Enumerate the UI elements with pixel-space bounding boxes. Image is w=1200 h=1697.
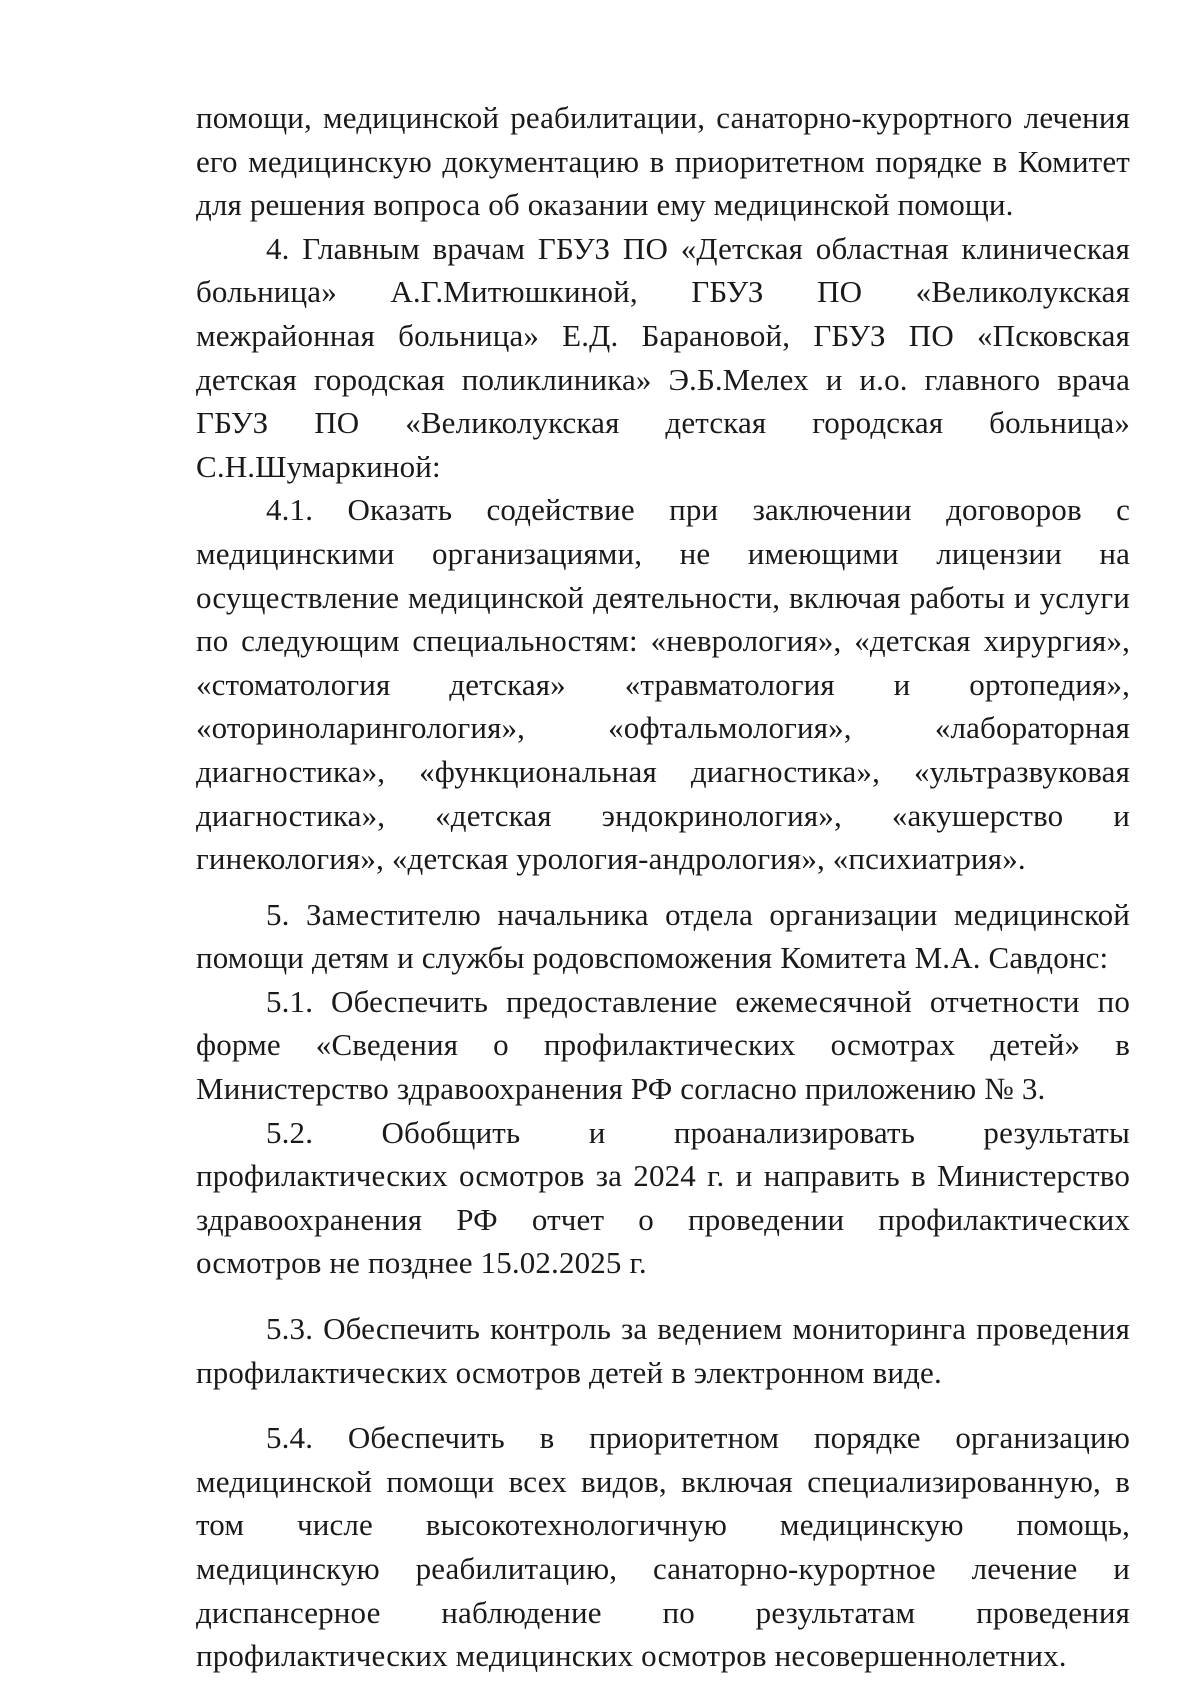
paragraph-item-5: 5. Заместителю начальника отдела организации медицинской помощи детям и службы родовспоможения Комитета М.А. Савдонс: [196,896,1130,976]
paragraph-item-4: 4. Главным врачам ГБУЗ ПО «Детская областная клиническая больница» А.Г.Митюшкиной, ГБУЗ ПО «Великолукская межрайонная больница» Е.Д. Барановой, ГБУЗ ПО «Псковская детская городская поликлиника» Э.Б.Мелех и и.о. главного врача ГБУЗ ПО «Великолукская детская городская больница» С.Н.Шумаркиной: [196,230,1130,484]
paragraph-continuation: помощи, медицинской реабилитации, санаторно-курортного лечения его медицинскую документацию в приоритетном порядке в Комитет для решения вопроса об оказании ему медицинской помощи. [196,100,1130,223]
paragraph-item-5-1: 5.1. Обеспечить предоставление ежемесячной отчетности по форме «Сведения о профилактических осмотрах детей» в Министерство здравоохранения РФ согласно приложению № 3. [196,983,1130,1107]
paragraph-item-5-4: 5.4. Обеспечить в приоритетном порядке организацию медицинской помощи всех видов, включая специализированную, в том числе высокотехнологичную медицинскую помощь, медицинскую реабилитацию, санаторно-курортное лечение и диспансерное наблюдение по результатам проведения профилактических медицинских осмотров несовершеннолетних. [196,1420,1130,1674]
document-body [196,96,1130,1678]
paragraph-item-5-3: 5.3. Обеспечить контроль за ведением мониторинга проведения профилактических осмотров детей в электронном виде. [196,1311,1130,1390]
paragraph-item-5-2: 5.2. Обобщить и проанализировать результаты профилактических осмотров за 2024 г. и направить в Министерство здравоохранения РФ отчет о проведении профилактических осмотров не позднее 15.02.2025 г. [196,1114,1130,1281]
paragraph-item-4-1: 4.1. Оказать содействие при заключении договоров с медицинскими организациями, не имеющими лицензии на осуществление медицинской деятельности, включая работы и услуги по следующим специальностям: «неврология», «детская хирургия», «стоматология детская» «травматология и ортопедия», «оториноларингология», «офтальмология», «лабораторная диагностика», «функциональная диагностика», «ультразвуковая диагностика», «детская эндокринология», «акушерство и гинекология», «детская урология-андрология», «психиатрия». [196,492,1130,877]
